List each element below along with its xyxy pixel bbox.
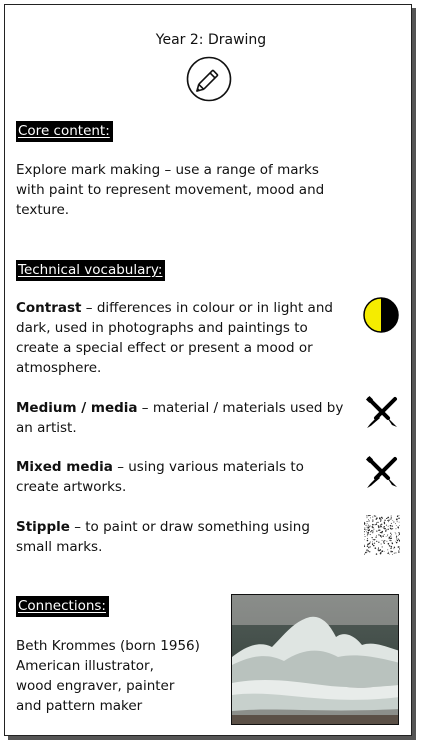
page-title: Year 2: Drawing (155, 32, 267, 48)
connections-line: Beth Krommes (born 1956) (16, 638, 200, 654)
vocab-term: Mixed media (16, 459, 113, 475)
vocab-definition: create a special effect or present a mood or (16, 340, 313, 356)
core-content-text (16, 160, 324, 220)
connections-heading: Connections: (16, 596, 109, 617)
vocab-definition: small marks. (16, 539, 103, 555)
core-content-heading: Core content: (16, 121, 113, 142)
vocab-item-stipple (16, 517, 310, 557)
vocab-item-medium (16, 398, 343, 438)
wave-artwork-image (231, 594, 399, 725)
vocab-definition: – material / materials used by (137, 400, 344, 416)
vocab-definition: dark, used in photographs and paintings to (16, 320, 308, 336)
vocab-definition: atmosphere. (16, 360, 102, 376)
vocab-definition: create artworks. (16, 479, 127, 495)
vocab-definition: – using various materials to (112, 459, 304, 475)
core-line: with paint to represent movement, mood and (16, 182, 325, 198)
vocab-term: Medium / media (16, 400, 138, 416)
vocab-definition: – to paint or draw something using (69, 519, 310, 535)
vocab-item-contrast (16, 298, 333, 378)
crossed-brush-pencil-icon (364, 394, 400, 430)
card-shadow-right (412, 8, 416, 738)
vocab-definition: – differences in colour or in light and (81, 300, 333, 316)
vocab-definition: an artist. (16, 420, 77, 436)
core-line: texture. (16, 202, 70, 218)
vocab-term: Contrast (16, 300, 82, 316)
half-contrast-icon (362, 297, 400, 333)
connections-line: wood engraver, painter (16, 678, 175, 694)
card-shadow-bottom (8, 736, 416, 740)
pencil-icon (186, 56, 232, 102)
technical-vocabulary-heading: Technical vocabulary: (16, 260, 165, 281)
connections-line: and pattern maker (16, 698, 143, 714)
connections-text (16, 636, 200, 716)
core-line: Explore mark making – use a range of marks (16, 162, 319, 178)
vocab-term: Stipple (16, 519, 70, 535)
stipple-texture-icon (364, 515, 400, 555)
ocean-wave-picture (232, 595, 399, 725)
connections-line: American illustrator, (16, 658, 154, 674)
crossed-brush-pencil-icon (364, 454, 400, 490)
vocab-item-mixed-media (16, 457, 304, 497)
